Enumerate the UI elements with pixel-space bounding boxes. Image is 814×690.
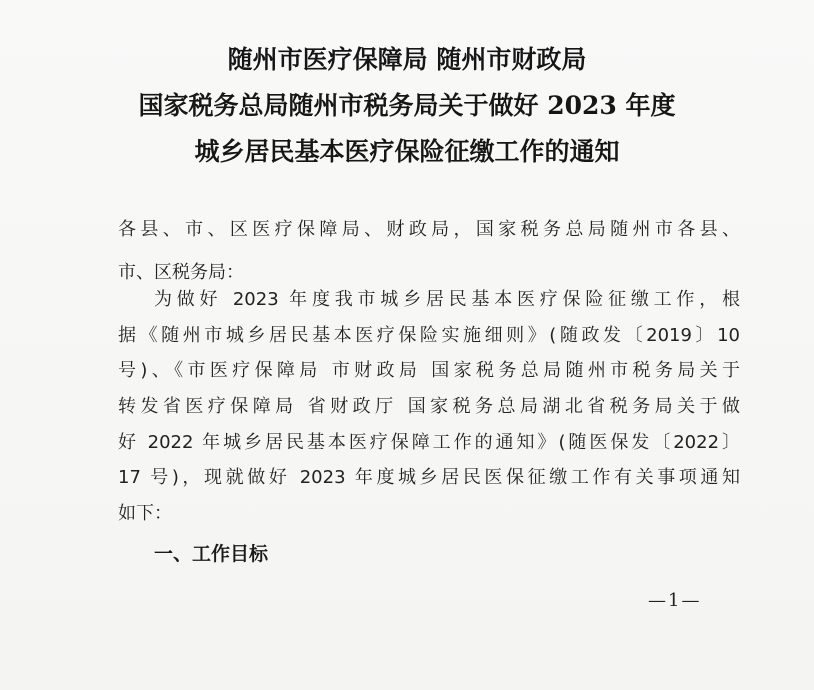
paragraph-line-6: 17 号)，现就做好 2023 年度城乡居民医保征缴工作有关事项通知 xyxy=(118,467,740,488)
addressee-line-1: 各县、市、区医疗保障局、财政局，国家税务总局随州市各县、 xyxy=(118,219,740,240)
paragraph-line-2: 据《随州市城乡居民基本医疗保险实施细则》(随政发〔2019〕10 xyxy=(118,325,740,346)
paragraph-line-7: 如下： xyxy=(118,503,172,524)
paragraph-line-5: 好 2022 年城乡居民基本医疗保障工作的通知》(随医保发〔2022〕 xyxy=(118,432,740,453)
title-line-subject: 城乡居民基本医疗保险征缴工作的通知 xyxy=(194,137,620,166)
addressee-line-2: 市、区税务局： xyxy=(118,262,244,283)
paragraph-line-1: 为做好 2023 年度我市城乡居民基本医疗保险征缴工作，根 xyxy=(154,289,740,310)
paragraph-line-4: 转发省医疗保障局 省财政厅 国家税务总局湖北省税务局关于做 xyxy=(118,396,740,417)
title-line-tax-bureau: 国家税务总局随州市税务局关于做好 2023 年度 xyxy=(138,91,676,120)
title-line-issuers: 随州市医疗保障局 随州市财政局 xyxy=(227,45,587,74)
page-number: —1— xyxy=(648,590,702,611)
paragraph-line-3: 号)、《市医疗保障局 市财政局 国家税务总局随州市税务局关于 xyxy=(118,360,740,381)
section-heading: 一、工作目标 xyxy=(154,543,269,565)
